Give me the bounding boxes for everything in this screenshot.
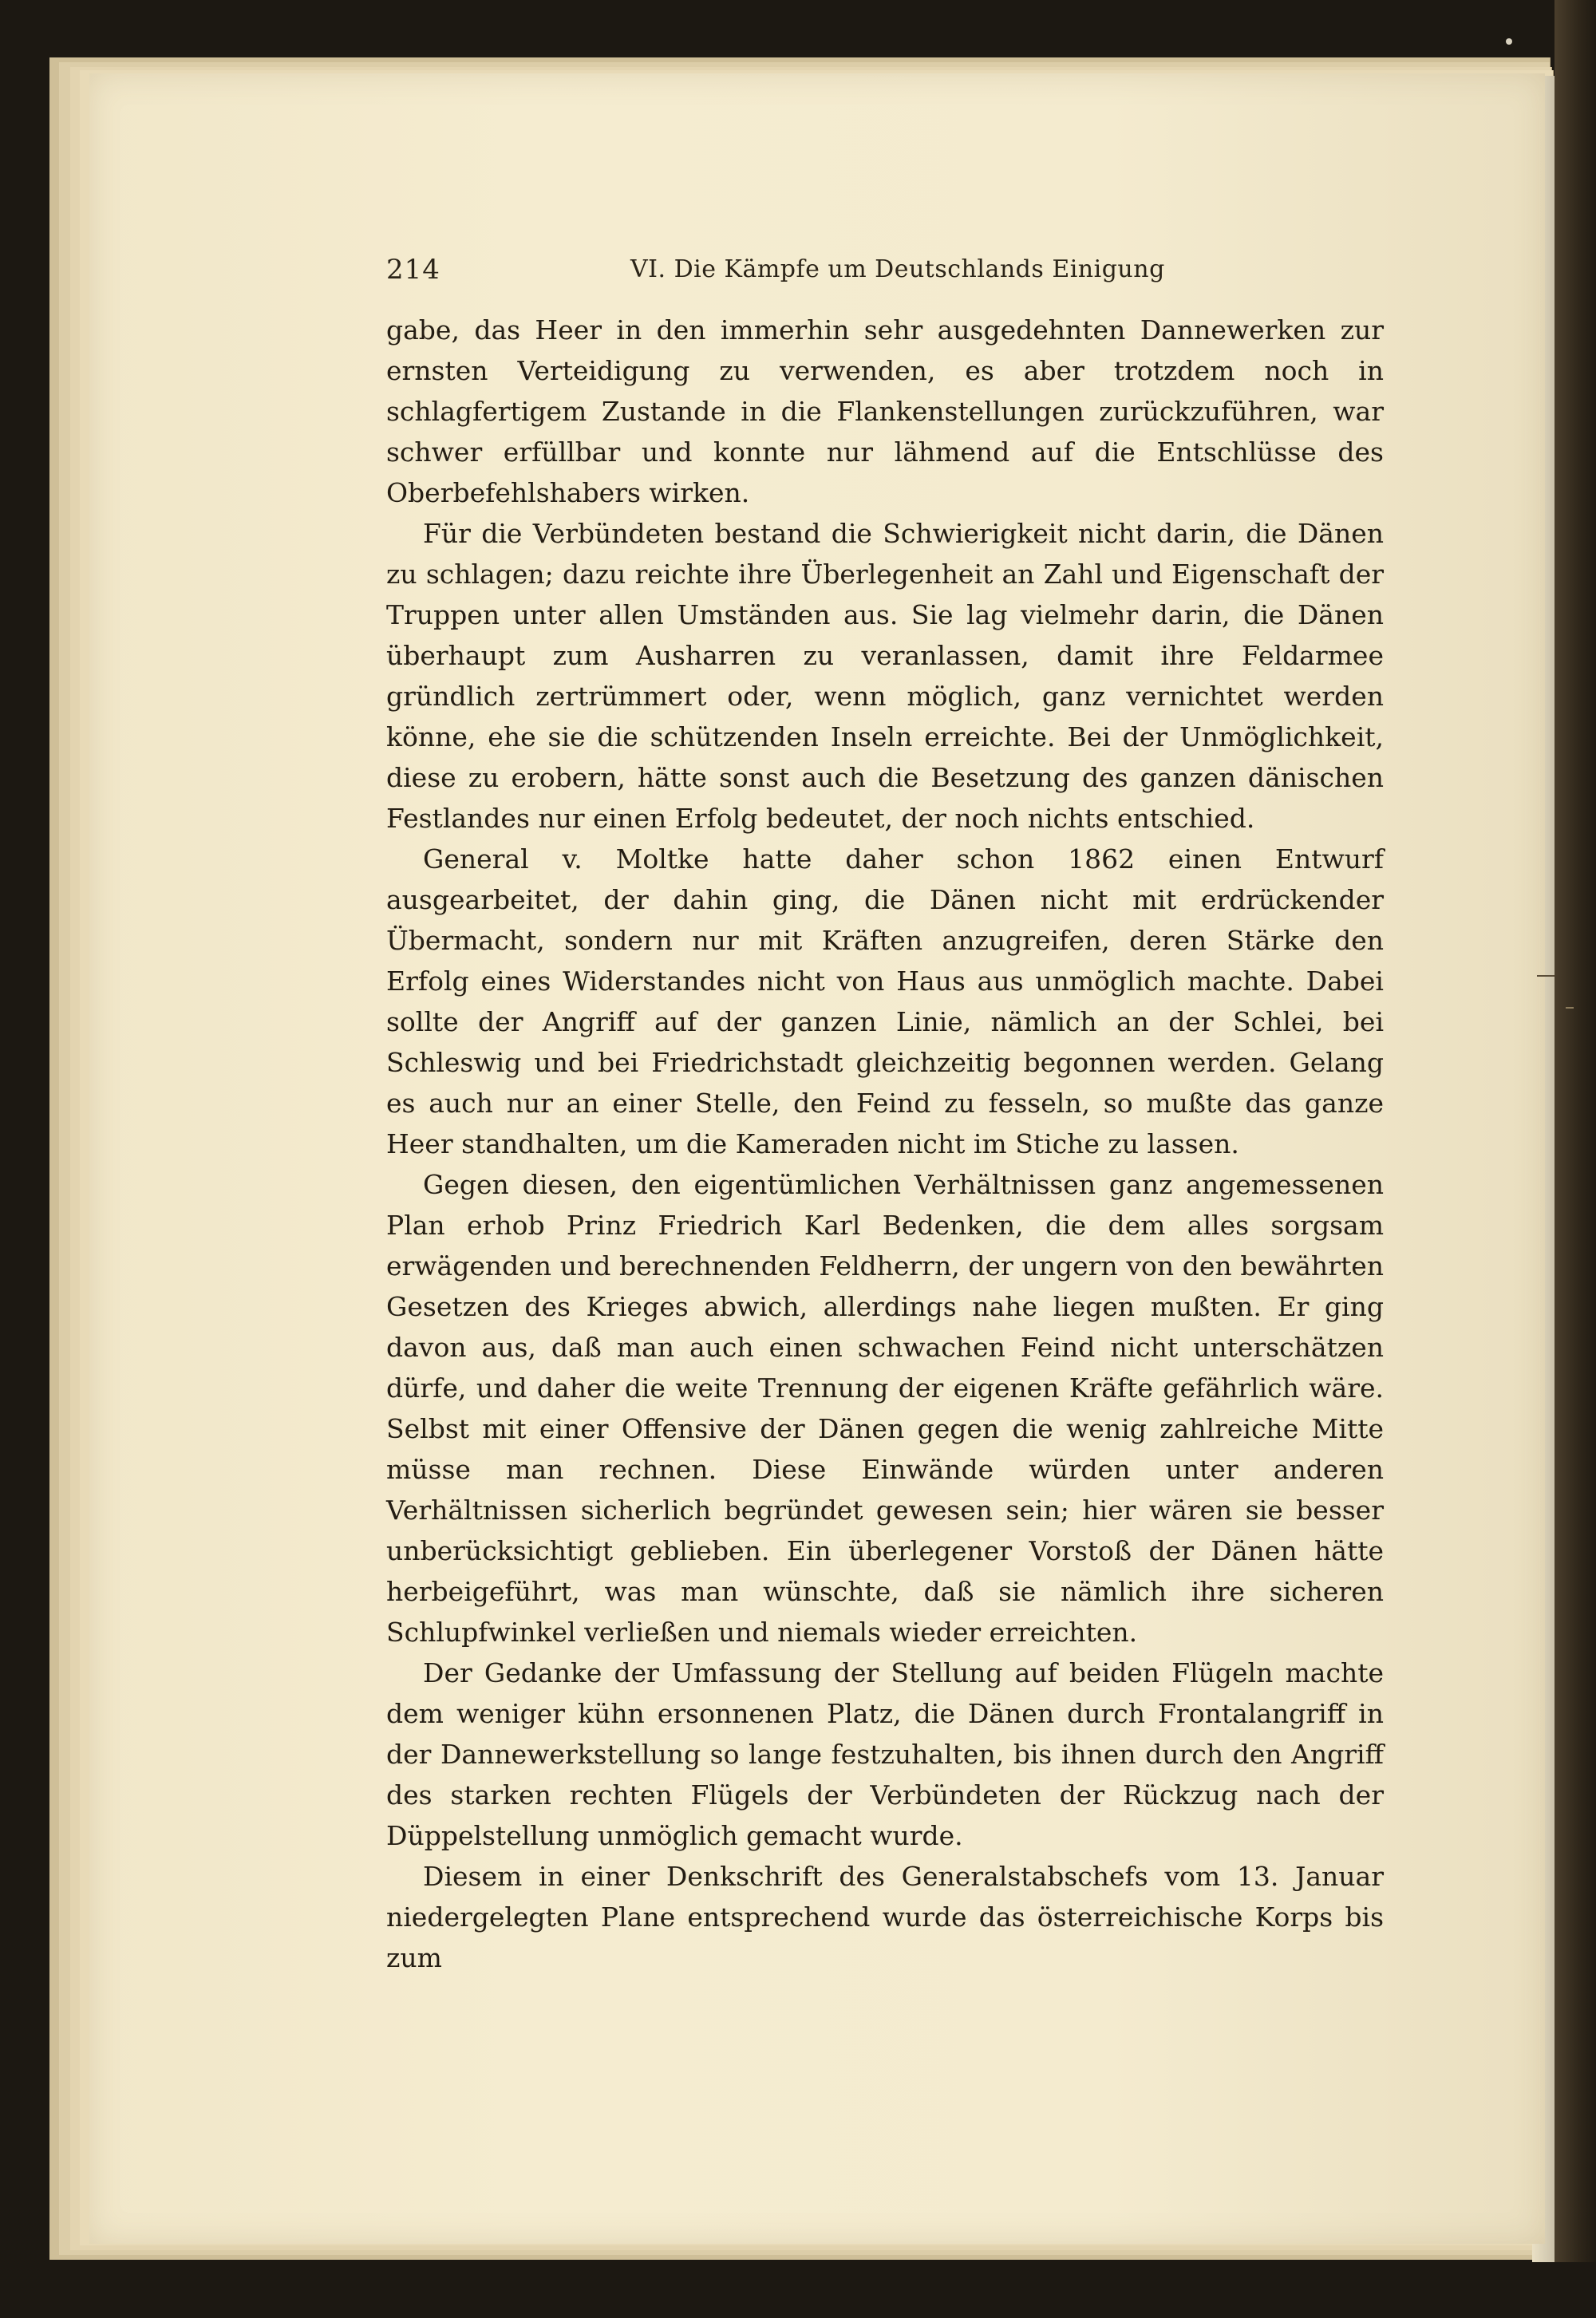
paragraph: Für die Verbündeten bestand die Schwierigkeit nicht darin, die Dänen zu schlagen; dazu reichte ihre Überlegenheit an Zahl und Eigenschaft der Truppen unter allen Umständen aus. Sie lag vielmehr darin, die Dänen überhaupt zum Ausharren zu veranlassen, damit ihre Feldarmee gründlich zertrümmert oder, wenn möglich, ganz vernichtet werden könne, ehe sie die schützenden Inseln erreichte. Bei der Unmöglichkeit, diese zu erobern, hätte sonst auch die Besetzung des ganzen dänischen Festlandes nur einen Erfolg bedeutet, der noch nichts entschied. [386, 518, 1384, 834]
running-head: VI. Die Kämpfe um Deutschlands Einigung [630, 255, 1165, 283]
book-binding [1555, 0, 1596, 2318]
paragraph: Gegen diesen, den eigentümlichen Verhältnissen ganz angemessenen Plan erhob Prinz Friedrich Karl Bedenken, die dem alles sorgsam erwägenden und berechnenden Feldherrn, der ungern von den bewährten Gesetzen des Krieges abwich, allerdings nahe liegen mußten. Er ging davon aus, daß man auch einen schwachen Feind nicht unterschätzen dürfe, und daher die weite Trennung der eigenen Kräfte gefährlich wäre. Selbst mit einer Offensive der Dänen gegen die wenig zahlreiche Mitte müsse man rechnen. Diese Einwände würden unter anderen Verhältnissen sicherlich begründet gewesen sein; hier wären sie besser unberücksichtigt geblieben. Ein überlegener Vorstoß der Dänen hätte herbeigeführt, was man wünschte, daß sie nämlich ihre sicheren Schlupfwinkel verließen und niemals wieder erreichten. [386, 1169, 1384, 1648]
margin-mark [1537, 975, 1555, 977]
margin-mark [1566, 1007, 1574, 1009]
scan-background-top [0, 0, 1596, 56]
page-header [386, 254, 1384, 294]
paragraph: General v. Moltke hatte daher schon 1862 einen Entwurf ausgearbeitet, der dahin ging, die Dänen nicht mit erdrückender Übermacht, sondern nur mit Kräften anzugreifen, deren Stärke den Erfolg eines Widerstandes nicht von Haus aus unmöglich machte. Dabei sollte der Angriff auf der ganzen Linie, nämlich an der Schlei, bei Schleswig und bei Friedrichstadt gleichzeitig begonnen werden. Gelang es auch nur an einer Stelle, den Feind zu fesseln, so mußte das ganze Heer standhalten, um die Kameraden nicht im Stiche zu lassen. [386, 843, 1384, 1159]
dust-speck [1506, 38, 1512, 45]
paragraph: Der Gedanke der Umfassung der Stellung auf beiden Flügeln machte dem weniger kühn ersonnenen Platz, die Dänen durch Frontalangriff in der Dannewerkstellung so lange festzuhalten, bis ihnen durch den Angriff des starken rechten Flügels der Verbündeten der Rückzug nach der Düppelstellung unmöglich gemacht wurde. [386, 1657, 1384, 1851]
body-text [386, 310, 1384, 1978]
paragraph: Diesem in einer Denkschrift des Generalstabschefs vom 13. Januar niedergelegten Plane entsprechend wurde das österreichische Korps bis zum [386, 1861, 1384, 1973]
page-number: 214 [386, 254, 440, 286]
paragraph: gabe, das Heer in den immerhin sehr ausgedehnten Dannewerken zur ernsten Verteidigung zu verwenden, es aber trotzdem noch in schlagfertigem Zustande in die Flankenstellungen zurückzuführen, war schwer erfüllbar und konnte nur lähmend auf die Entschlüsse des Oberbefehlshabers wirken. [386, 314, 1384, 508]
scan-background-bottom [0, 2262, 1596, 2318]
